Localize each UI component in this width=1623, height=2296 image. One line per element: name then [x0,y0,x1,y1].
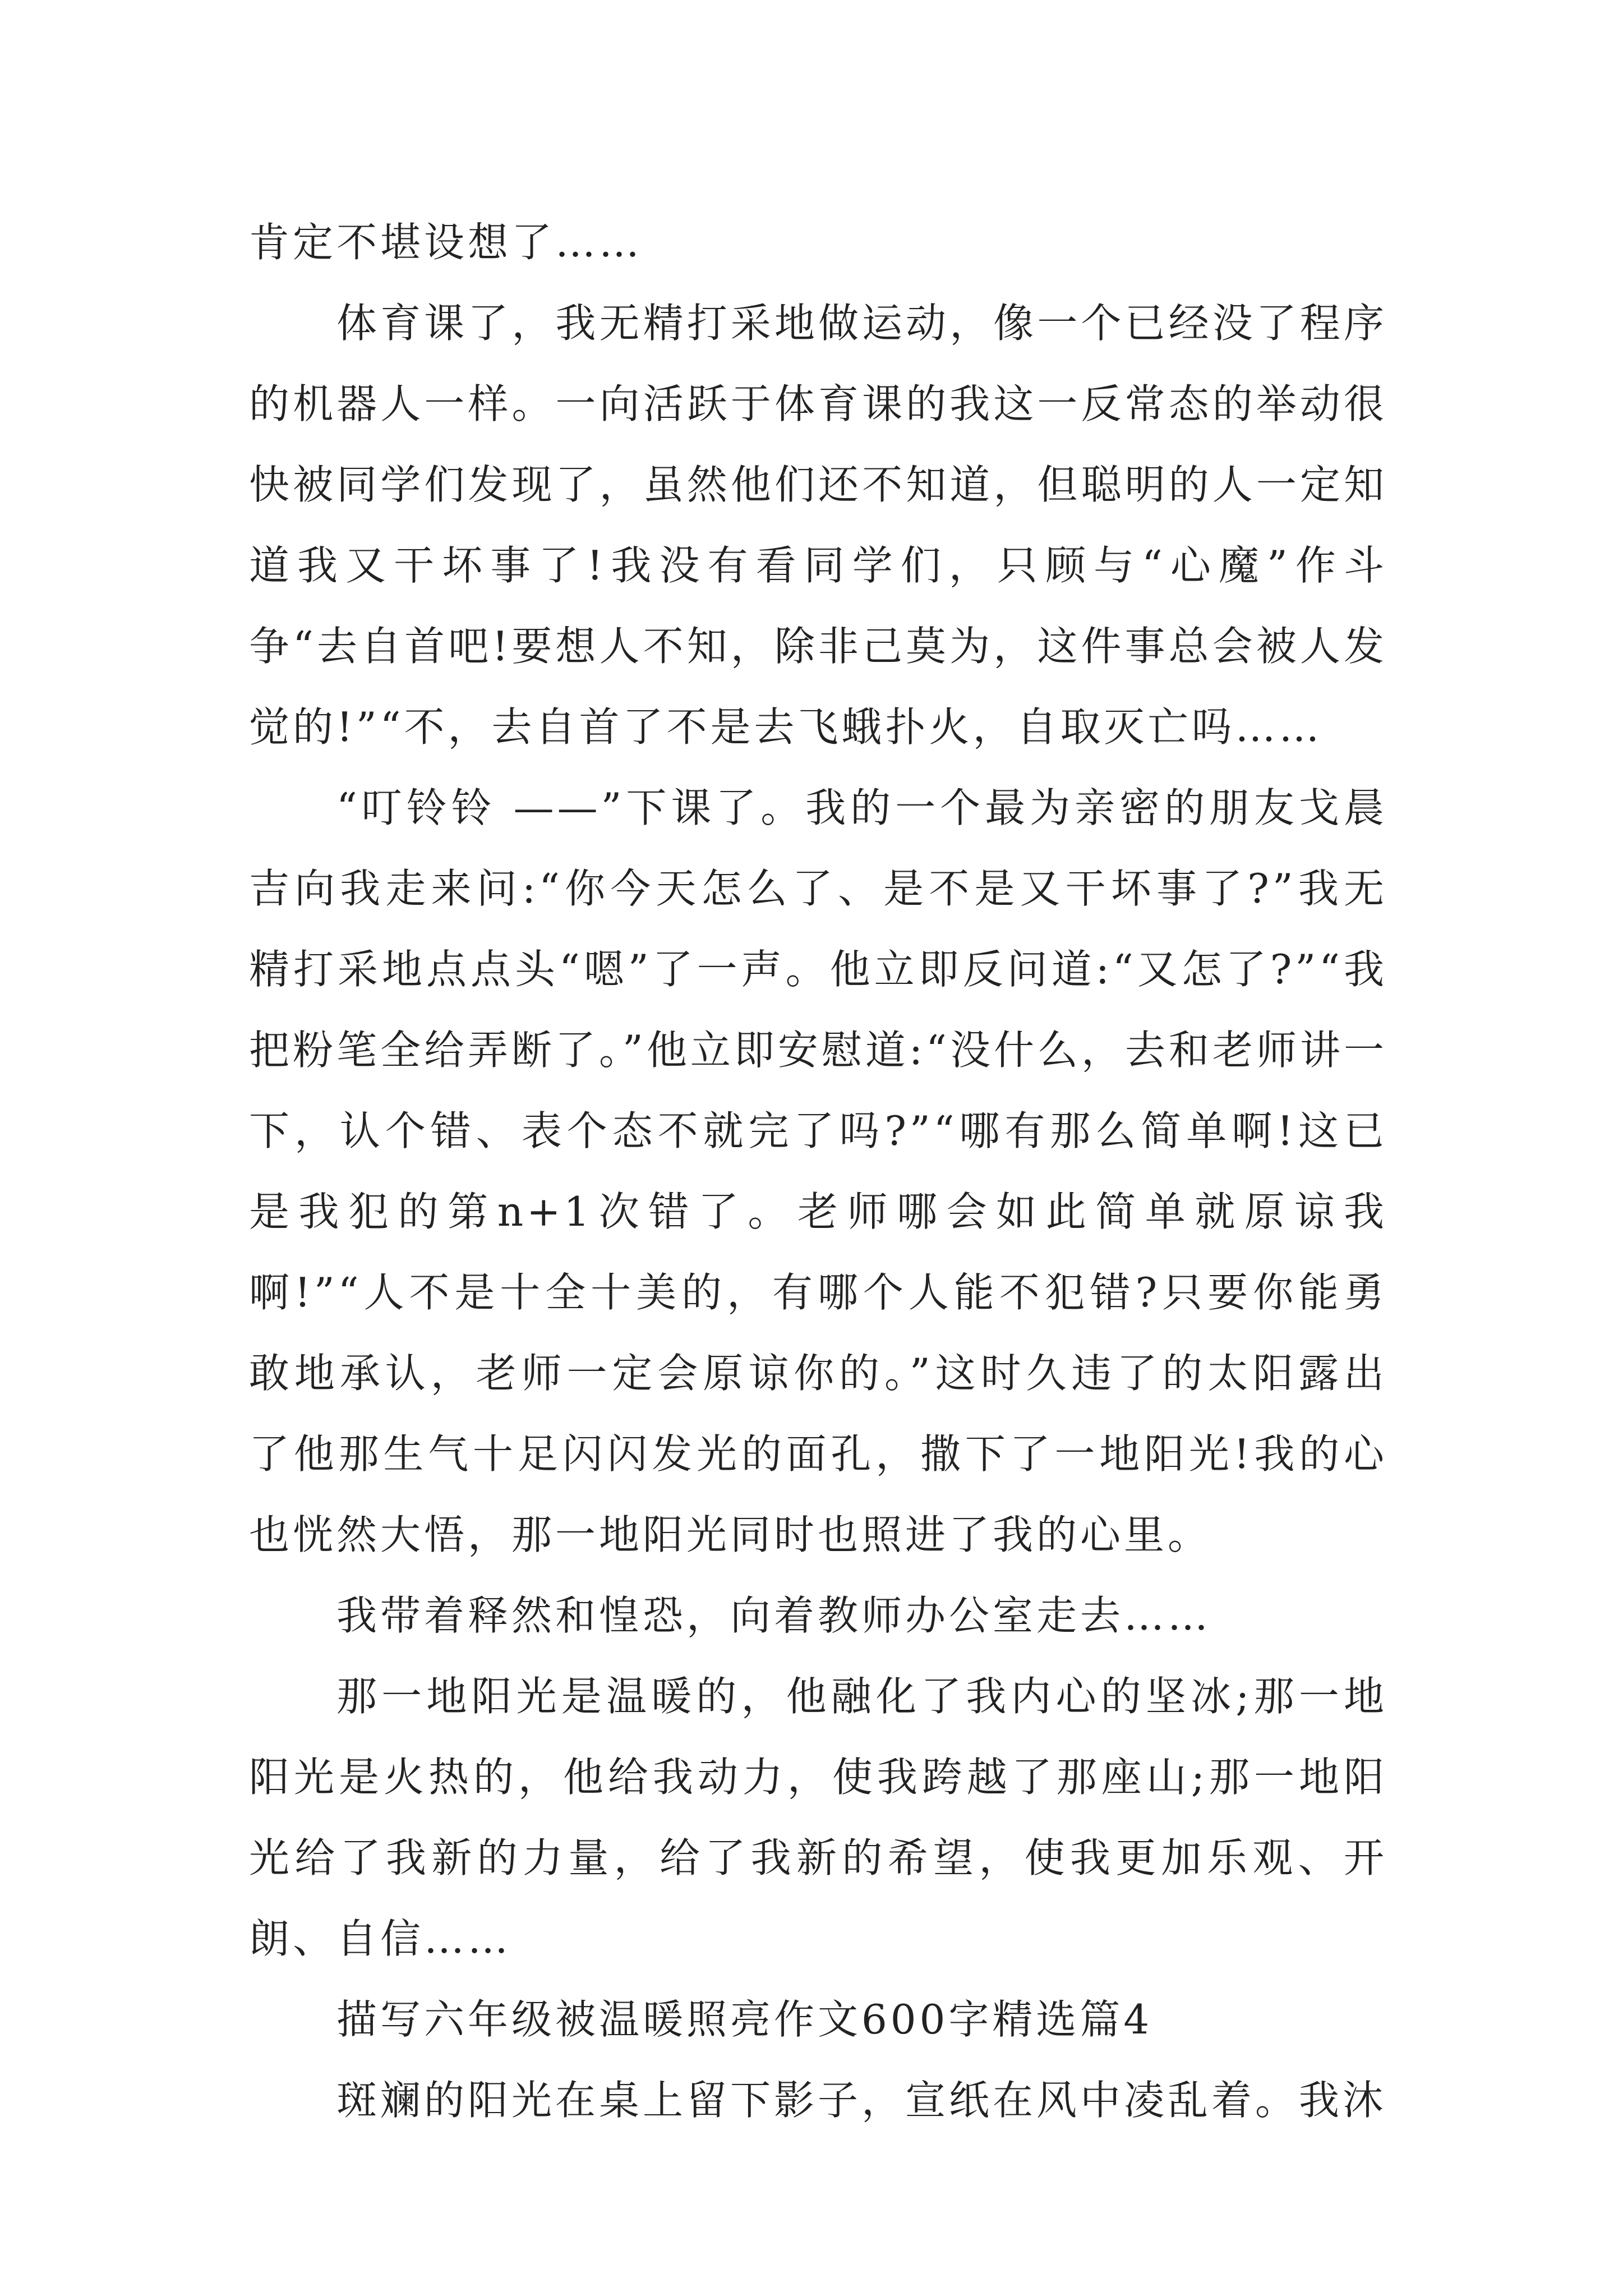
paragraph-continuation: 肯定不堪设想了…… [249,219,643,266]
paragraph: 体育课了，我无精打采地做运动，像一个已经没了程序的机器人一样。一向活跃于体育课的我这一反常态的举动很快被同学们发现了，虽然他们还不知道，但聪明的人一定知道我又干坏事了!我没有看同学们，只顾与“心魔”作斗争“去自首吧!要想人不知，除非己莫为，这件事总会被人发觉的!”“不，去自首了不是去飞蛾扑火，自取灭亡吗…… [249,300,1387,751]
section-heading: 描写六年级被温暖照亮作文600字精选篇4 [336,1996,1153,2043]
paragraph: “叮铃铃 ——”下课了。我的一个最为亲密的朋友戈晨吉向我走来问:“你今天怎么了、是不是又干坏事了?”我无精打采地点点头“嗯”了一声。他立即反问道:“又怎了?”“我把粉笔全给弄断了。”他立即安慰道:“没什么，去和老师讲一下，认个错、表个态不就完了吗?”“哪有那么简单啊!这已是我犯的第n+1次错了。老师哪会如此简单就原谅我啊!”“人不是十全十美的，有哪个人能不犯错?只要你能勇敢地承认，老师一定会原谅你的。”这时久违了的太阳露出了他那生气十足闪闪发光的面孔，撒下了一地阳光!我的心也恍然大悟，那一地阳光同时也照进了我的心里。 [249,784,1387,1558]
article-body [249,202,1387,2141]
paragraph: 斑斓的阳光在桌上留下影子，宣纸在风中凌乱着。我沐 [336,2077,1387,2124]
paragraph: 我带着释然和惶恐，向着教师办公室走去…… [336,1592,1212,1639]
paragraph: 那一地阳光是温暖的，他融化了我内心的坚冰;那一地阳光是火热的，他给我动力，使我跨越了那座山;那一地阳光给了我新的力量，给了我新的希望，使我更加乐观、开朗、自信…… [249,1673,1387,1962]
